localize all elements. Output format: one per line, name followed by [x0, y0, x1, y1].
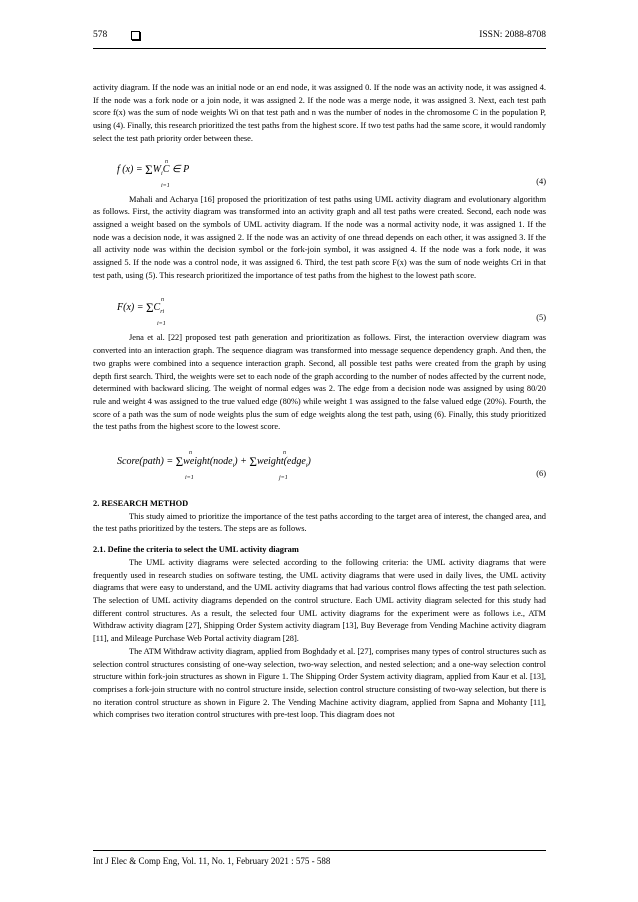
section-heading: 2. RESEARCH METHOD	[93, 499, 189, 509]
paragraph: The ATM Withdraw activity diagram, applied from Boghdady et al. [27], comprises many types of control structures such as selection control structures consisting of one-way selection, two-way selection, and nested selection; and a one-way selection control structure within fork-join structures as shown in Figure 1. The Shipping Order System activity diagram, applied from Kaur et al. [13], comprises a fork-join structure with no control structure inside, selection control structure consisting of two-way selection, but there is no iteration control structure as shown in Figure 2. The Vending Machine activity diagram, applied from Sapna and Mohanty [11], which comprises two iteration control structures with pre-test loop. This diagram does not	[93, 646, 546, 720]
header-rule	[93, 48, 546, 49]
equation-4: f $(x) = \Sigma W_iC$ ∈ P n i=1 (4)	[117, 158, 546, 189]
footer-rule	[93, 850, 546, 851]
paragraph: Mahali and Acharya [16] proposed the prioritization of test paths using UML activity diagram and evolutionary algorithm as follows. First, the activity diagram was transformed into an activity graph and all test paths were created. Second, each node was assigned a weight based on the symbols of UML activity diagram. If the node was a normal activity node, it was assigned 1. If the node was a decision node, it was assigned 2. If the node was an activity of one thread depends on each other, it was assigned 3. If the all activity node was within the decision symbol or the fork-join symbol, it was assigned 4. If the node was a fork node, it was assigned 5. If the node was a control node, it was assigned 6. Third, the test path score F(x) was the sum of node weights Cri in that test path, using (5). This research prioritized the importance of test paths from the highest to the lowest path score.	[93, 194, 546, 280]
equation-number: (5)	[536, 313, 546, 323]
checkbox-glyph-icon	[131, 31, 140, 40]
equation-5: $F(x) = \Sigma C_{ri}$ n i=1 (5)	[117, 297, 546, 328]
page-number: 578	[93, 30, 108, 40]
footer-citation: Int J Elec & Comp Eng, Vol. 11, No. 1, February 2021 : 575 - 588	[93, 856, 331, 866]
equation-number: (4)	[536, 176, 546, 186]
paragraph: This study aimed to prioritize the importance of the test paths according to the target area of interest, the changed area, and the test paths prioritized by the testers. The steps are as follows.	[93, 511, 546, 534]
equation-6: Score(path) = Σweight(node$_i$) + Σweight(edge$_i$) n i=1 n j=1 (6)	[117, 450, 546, 482]
issn: ISSN: 2088-8708	[479, 30, 546, 40]
paragraph: The UML activity diagrams were selected according to the following criteria: the UML activity diagrams that were frequently used in research studies on software testing, the UML activity diagrams that were used in daily lives, the UML activity diagrams that were easy to understand, and the UML activity diagrams that had various control flows affecting the test path selection. The selection of UML activity diagrams depended on the control structure. Each UML activity diagram selected for this study had different control structures. As a result, the selected four UML activity diagrams for the experiment were as follows i.e., ATM Withdraw activity diagram [27], Shipping Order System activity diagram [13], Buy Beverage from Vending Machine activity diagram [11], and Mileage Purchase Web Portal activity diagram [28].	[93, 557, 546, 644]
article-body	[93, 82, 546, 722]
paragraph: Jena et al. [22] proposed test path generation and prioritization as follows. First, the interaction overview diagram was converted into an interaction graph. The sequence diagram was transformed into message sequence dependency graph. And then, the two graphs were combined into a sequence interaction graph. Second, all possible test paths were created from the graph by using depth first search. Third, the weights were set to each node of the graph according to the number of nodes affected by the current node, determined with backward slicing. The weight of normal edges was 2. The edge from a decision node was assigned by using 80/20 rule and weight 4 was assigned to the true valued edge (80%) while weight 1 was assigned to the false valued edge (20%). Fourth, the score of a path was the sum of node weights plus the sum of edge weights along the test path, using (6). Finally, this study prioritized the test paths from the highest score to the lowest score.	[93, 333, 546, 432]
running-header	[93, 30, 546, 46]
paragraph: activity diagram. If the node was an initial node or an end node, it was assigned 0. If the node was an activity node, it was assigned 4. If the node was a fork node or a join node, it was assigned 2. If the node was a merge node, it was assigned 3. Next, each test path score f(x) was the sum of node weights Wi on that test path and n was the number of nodes in the chromosome C in the population P, using (4). Finally, this research prioritized the test paths from the highest score. If two test paths had the same score, it would randomly select the test path priority order between these.	[93, 83, 546, 143]
equation-number: (6)	[536, 469, 546, 479]
subsection-heading: 2.1. Define the criteria to select the UML activity diagram	[93, 545, 299, 555]
